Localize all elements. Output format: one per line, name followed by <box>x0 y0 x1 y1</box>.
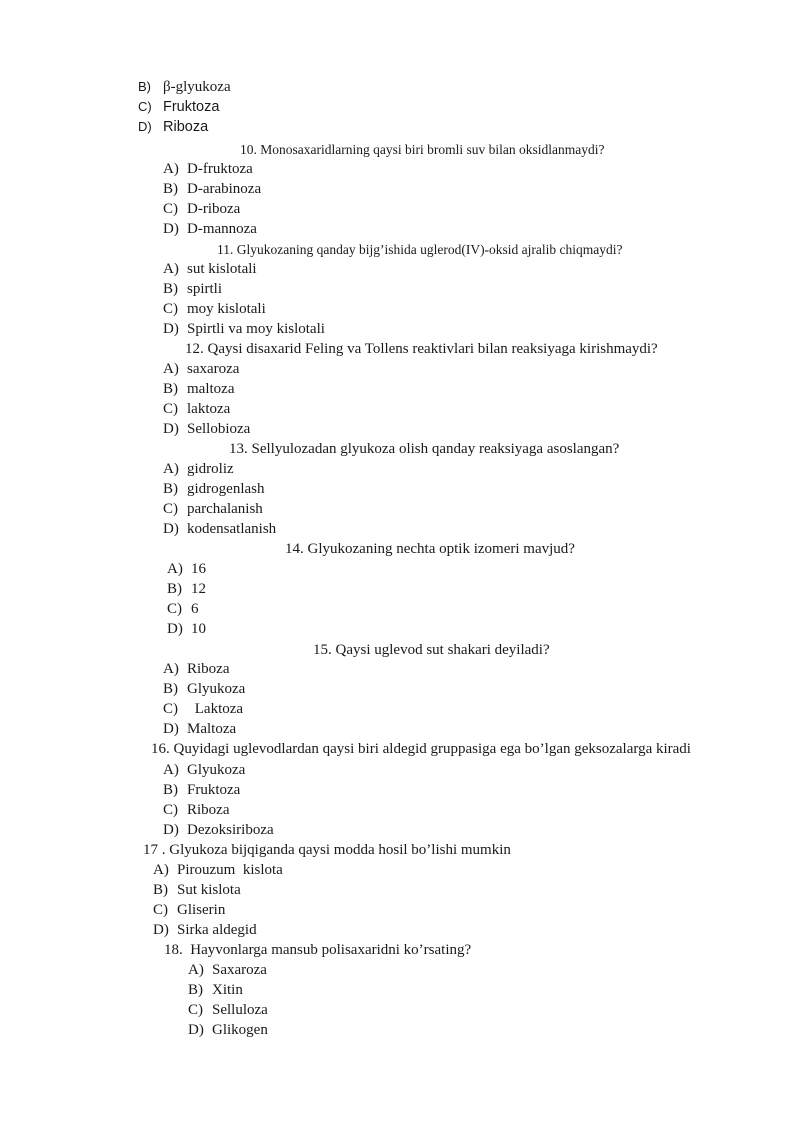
list-item <box>163 499 263 519</box>
option-text: Gliserin <box>177 902 226 918</box>
option-letter: B) <box>163 281 178 297</box>
question-text: 11. Glyukozaning qanday bijg’ishida uglerod(IV)-oksid ajralib chiqmaydi? <box>217 242 623 257</box>
option-letter: A) <box>163 161 179 177</box>
list-item <box>153 880 241 900</box>
option-letter: C) <box>163 802 178 818</box>
option-letter: D) <box>163 221 179 237</box>
option-letter: B) <box>163 181 178 197</box>
option-text: Sut kislota <box>177 882 241 898</box>
option-text: sut kislotali <box>187 261 257 277</box>
list-item <box>153 860 283 880</box>
option-text: 16 <box>191 561 206 577</box>
option-text: D-riboza <box>187 201 241 217</box>
list-item <box>167 559 206 579</box>
option-text: Riboza <box>163 119 209 135</box>
option-letter: A) <box>163 661 179 677</box>
list-item <box>167 579 206 599</box>
option-letter: C) <box>163 501 178 517</box>
list-item <box>138 117 208 137</box>
option-text: gidrogenlash <box>187 481 265 497</box>
option-text: β-glyukoza <box>163 79 231 95</box>
option-letter: A) <box>163 461 179 477</box>
list-item <box>163 820 274 840</box>
list-item <box>163 199 240 219</box>
option-letter: B) <box>167 581 182 597</box>
option-text: kodensatlanish <box>187 521 277 537</box>
option-text: parchalanish <box>187 501 263 517</box>
option-letter: D) <box>163 421 179 437</box>
list-item <box>138 97 219 117</box>
option-text: spirtli <box>187 281 223 297</box>
option-text: Riboza <box>187 802 230 818</box>
option-letter: C) <box>153 902 168 918</box>
option-letter: D) <box>163 822 179 838</box>
option-letter: B) <box>153 882 168 898</box>
option-letter: B) <box>163 681 178 697</box>
question-text: 18. Hayvonlarga mansub polisaxaridni ko’rsating? <box>164 942 472 958</box>
option-text: Selluloza <box>212 1002 268 1018</box>
list-item <box>163 760 245 780</box>
list-item <box>163 319 325 339</box>
option-letter: A) <box>163 361 179 377</box>
option-text: laktoza <box>187 401 231 417</box>
question-text: 15. Qaysi uglevod sut shakari deyiladi? <box>313 642 550 658</box>
list-item <box>163 359 239 379</box>
list-item <box>163 299 266 319</box>
option-text: maltoza <box>187 381 235 397</box>
list-item <box>188 1000 268 1020</box>
option-text: Fruktoza <box>187 782 241 798</box>
list-item <box>138 77 231 97</box>
list-item <box>163 259 257 279</box>
option-text: Sellobioza <box>187 421 251 437</box>
option-letter: A) <box>163 762 179 778</box>
option-letter: D) <box>167 621 183 637</box>
option-letter: D) <box>163 321 179 337</box>
option-letter: A) <box>188 962 204 978</box>
option-letter: C) <box>167 601 182 617</box>
list-item <box>163 780 240 800</box>
list-item <box>167 619 206 639</box>
option-text: Glikogen <box>212 1022 268 1038</box>
option-letter: C) <box>163 301 178 317</box>
question-text: 10. Monosaxaridlarning qaysi biri bromli suv bilan oksidlanmaydi? <box>240 142 605 157</box>
option-text: D-arabinoza <box>187 181 262 197</box>
list-item <box>163 479 264 499</box>
option-text: Dezoksiriboza <box>187 822 274 838</box>
list-item <box>167 599 199 619</box>
option-letter: D) <box>163 721 179 737</box>
option-letter: C) <box>188 1002 203 1018</box>
list-item <box>163 699 243 719</box>
list-item <box>188 960 267 980</box>
list-item <box>163 659 230 679</box>
list-item <box>163 379 234 399</box>
option-text: gidroliz <box>187 461 234 477</box>
option-text: Sirka aldegid <box>177 922 257 938</box>
option-text: 6 <box>191 601 199 617</box>
question-text: 17 . Glyukoza bijqiganda qaysi modda hosil bo’lishi mumkin <box>143 842 511 858</box>
option-text: Fruktoza <box>163 99 220 115</box>
list-item <box>188 980 243 1000</box>
option-letter: B) <box>138 79 151 94</box>
option-text: Glyukoza <box>187 681 246 697</box>
option-letter: C) <box>163 401 178 417</box>
option-letter: D) <box>163 521 179 537</box>
option-text: 10 <box>191 621 206 637</box>
question-text: 16. Quyidagi uglevodlardan qaysi biri aldegid gruppasiga ega bo’lgan geksozalarga kiradi <box>151 741 691 757</box>
option-letter: B) <box>188 982 203 998</box>
list-item <box>153 920 257 940</box>
list-item <box>163 159 253 179</box>
option-letter: B) <box>163 481 178 497</box>
list-item <box>163 459 234 479</box>
option-letter: A) <box>167 561 183 577</box>
list-item <box>163 179 261 199</box>
question-text: 14. Glyukozaning nechta optik izomeri mavjud? <box>285 541 575 557</box>
list-item <box>163 719 236 739</box>
list-item <box>188 1020 268 1040</box>
option-letter: B) <box>163 782 178 798</box>
list-item <box>163 419 250 439</box>
option-text: D-mannoza <box>187 221 257 237</box>
question-text: 13. Sellyulozadan glyukoza olish qanday reaksiyaga asoslangan? <box>229 441 620 457</box>
option-text: saxaroza <box>187 361 240 377</box>
question-text: 12. Qaysi disaxarid Feling va Tollens reaktivlari bilan reaksiyaga kirishmaydi? <box>185 341 658 357</box>
list-item <box>163 679 245 699</box>
option-letter: D) <box>188 1022 204 1038</box>
list-item <box>163 279 222 299</box>
option-letter: A) <box>153 862 169 878</box>
option-text: Xitin <box>212 982 243 998</box>
option-text: Laktoza <box>191 701 244 717</box>
option-text: Spirtli va moy kislotali <box>187 321 325 337</box>
option-text: Maltoza <box>187 721 237 737</box>
list-item <box>163 519 276 539</box>
option-letter: C) <box>163 701 178 717</box>
list-item <box>163 800 230 820</box>
option-text: Riboza <box>187 661 230 677</box>
option-text: Glyukoza <box>187 762 246 778</box>
option-letter: B) <box>163 381 178 397</box>
option-letter: D) <box>138 119 152 134</box>
list-item <box>163 399 230 419</box>
option-text: Saxaroza <box>212 962 267 978</box>
option-letter: C) <box>163 201 178 217</box>
option-text: moy kislotali <box>187 301 266 317</box>
option-letter: A) <box>163 261 179 277</box>
option-text: Pirouzum kislota <box>177 862 283 878</box>
list-item <box>153 900 225 920</box>
option-letter: C) <box>138 99 152 114</box>
option-text: D-fruktoza <box>187 161 253 177</box>
list-item <box>163 219 257 239</box>
option-text: 12 <box>191 581 206 597</box>
option-letter: D) <box>153 922 169 938</box>
